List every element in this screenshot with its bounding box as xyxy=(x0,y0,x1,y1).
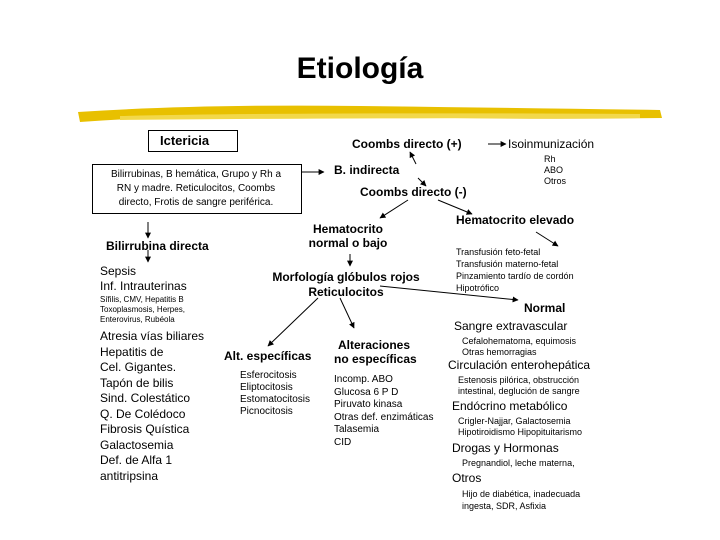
sangre-extravascular-list xyxy=(462,336,576,358)
bilirrubina-directa-item: Def. de Alfa 1 xyxy=(100,453,173,467)
drogas-list xyxy=(462,458,575,469)
isoinmunizacion-item: ABO xyxy=(544,165,564,175)
drogas-label: Drogas y Hormonas xyxy=(452,441,559,455)
endocrino-list xyxy=(458,416,582,438)
otros-list xyxy=(462,488,580,512)
alt-especificas-label: Alt. específicas xyxy=(224,349,312,363)
sangre-extravascular-label: Sangre extravascular xyxy=(454,319,568,333)
ictericia-detail-line: RN y madre. Reticulocitos, Coombs xyxy=(116,183,276,194)
bilirrubina-directa-item: Tapón de bilis xyxy=(100,375,174,390)
sepsis-label: Sepsis xyxy=(100,264,137,278)
otros-item: ingesta, SDR, Asfixia xyxy=(462,501,547,511)
endocrino-item: Hipotiroidismo Hipopituitarismo xyxy=(458,427,583,437)
bilirrubina-directa-item: Galactosemia xyxy=(100,437,174,452)
hematocrito-normal-line: Hematocrito xyxy=(312,222,383,236)
inf-intrauterinas-item: Toxoplasmosis, Herpes, xyxy=(100,305,185,314)
ictericia-detail-line: directo, Frotis de sangre periférica. xyxy=(118,197,274,208)
alteraciones-no-especificas-list xyxy=(334,374,433,449)
normal-label: Normal xyxy=(524,301,566,315)
alt-especificas-item: Eliptocitosis xyxy=(240,382,293,393)
ictericia-detail-line: Bilirrubinas, B hemática, Grupo y Rh a xyxy=(110,169,282,180)
alteraciones-no-item: CID xyxy=(334,436,352,448)
bilirrubina-directa-item: antitripsina xyxy=(100,468,159,483)
isoinmunizacion-list xyxy=(544,154,566,187)
inf-intrauterinas-item: Sífilis, CMV, Hepatitis B xyxy=(100,295,184,304)
etiology-diagram xyxy=(88,122,608,518)
endocrino-label: Endócrino metabólico xyxy=(452,399,568,413)
arrow-to-hematocrito-normal xyxy=(380,200,408,218)
endocrino-item: Crigler-Najjar, Galactosemia xyxy=(458,416,571,426)
circulacion-list xyxy=(458,375,580,397)
bilirrubina-directa-label: Bilirrubina directa xyxy=(106,239,209,253)
arrow-to-coombs-pos xyxy=(410,152,416,164)
alt-especificas-list xyxy=(240,370,310,418)
bilirrubina-directa-item: Fibrosis Quística xyxy=(100,422,190,436)
arrow-to-hematocrito-elevado xyxy=(438,200,472,214)
alt-especificas-item: Estomatocitosis xyxy=(240,394,311,405)
ictericia-detail xyxy=(96,168,296,210)
arrow-to-alt-especificas xyxy=(268,298,318,346)
bilirrubina-directa-item: Hepatitis de xyxy=(100,344,164,359)
circulacion-item: Estenosis pilórica, obstrucción xyxy=(458,375,580,385)
bilirrubina-directa-item: Cel. Gigantes. xyxy=(100,360,177,374)
alteraciones-no-line: no específicas xyxy=(334,352,417,366)
circulacion-item: intestinal, deglución de sangre xyxy=(458,386,580,396)
bilirrubina-directa-item: Sind. Colestático xyxy=(100,391,191,405)
sangre-extravascular-item: Cefalohematoma, equimosis xyxy=(462,336,577,346)
arrow-hematocrito-elevado-list xyxy=(536,232,558,246)
hematocrito-normal-line: normal o bajo xyxy=(308,236,388,250)
hematocrito-elevado-item: Pinzamiento tardío de cordón xyxy=(456,271,574,281)
page-title: Etiología xyxy=(296,52,424,85)
morfologia-line: Reticulocitos xyxy=(308,285,384,299)
isoinmunizacion-item: Rh xyxy=(544,154,556,164)
bilirrubina-directa-list xyxy=(100,329,204,484)
morfologia-label xyxy=(254,270,438,300)
inf-intrauterinas-item: Enterovirus, Rubéola xyxy=(100,315,175,324)
ictericia-label: Ictericia xyxy=(160,133,210,148)
alteraciones-no-item: Talasemia xyxy=(334,424,380,435)
alt-especificas-item: Picnocitosis xyxy=(240,406,293,417)
hematocrito-normal-label xyxy=(294,222,402,250)
sangre-extravascular-item: Otras hemorragias xyxy=(462,347,537,357)
hematocrito-elevado-item: Hipotrófico xyxy=(456,283,500,293)
title-underline xyxy=(0,0,720,130)
alteraciones-no-especificas-label xyxy=(334,338,417,366)
inf-intrauterinas-list xyxy=(100,295,185,325)
coombs-pos-label: Coombs directo (+) xyxy=(352,137,462,151)
inf-intrauterinas-label: Inf. Intrauterinas xyxy=(100,279,187,293)
isoinmunizacion-label: Isoinmunización xyxy=(508,137,595,151)
bilirrubina-directa-item: Atresia vías biliares xyxy=(100,329,205,343)
otros-item: Hijo de diabética, inadecuada xyxy=(462,489,581,499)
b-indirecta-label: B. indirecta xyxy=(334,163,400,177)
hematocrito-elevado-list xyxy=(456,246,574,294)
alteraciones-no-item: Glucosa 6 P D xyxy=(334,386,399,398)
alt-especificas-item: Esferocitosis xyxy=(240,370,297,381)
morfologia-line: Morfología glóbulos rojos xyxy=(272,270,420,284)
drogas-item: Pregnandiol, leche materna, xyxy=(462,458,575,468)
hematocrito-elevado-item: Transfusión feto-fetal xyxy=(456,247,541,257)
alteraciones-no-item: Incomp. ABO xyxy=(334,374,393,385)
isoinmunizacion-item: Otros xyxy=(544,176,567,186)
alteraciones-no-item: Otras def. enzimáticas xyxy=(334,411,434,423)
otros-label: Otros xyxy=(452,471,482,485)
circulacion-label: Circulación enterohepática xyxy=(448,358,591,372)
coombs-neg-label: Coombs directo (-) xyxy=(360,185,467,199)
arrow-to-alteraciones-no xyxy=(340,298,354,328)
bilirrubina-directa-item: Q. De Colédoco xyxy=(100,406,186,421)
hematocrito-elevado-label: Hematocrito elevado xyxy=(456,213,575,227)
alteraciones-no-line: Alteraciones xyxy=(338,338,411,352)
alteraciones-no-item: Piruvato kinasa xyxy=(334,399,403,410)
hematocrito-elevado-item: Transfusión materno-fetal xyxy=(456,259,559,269)
